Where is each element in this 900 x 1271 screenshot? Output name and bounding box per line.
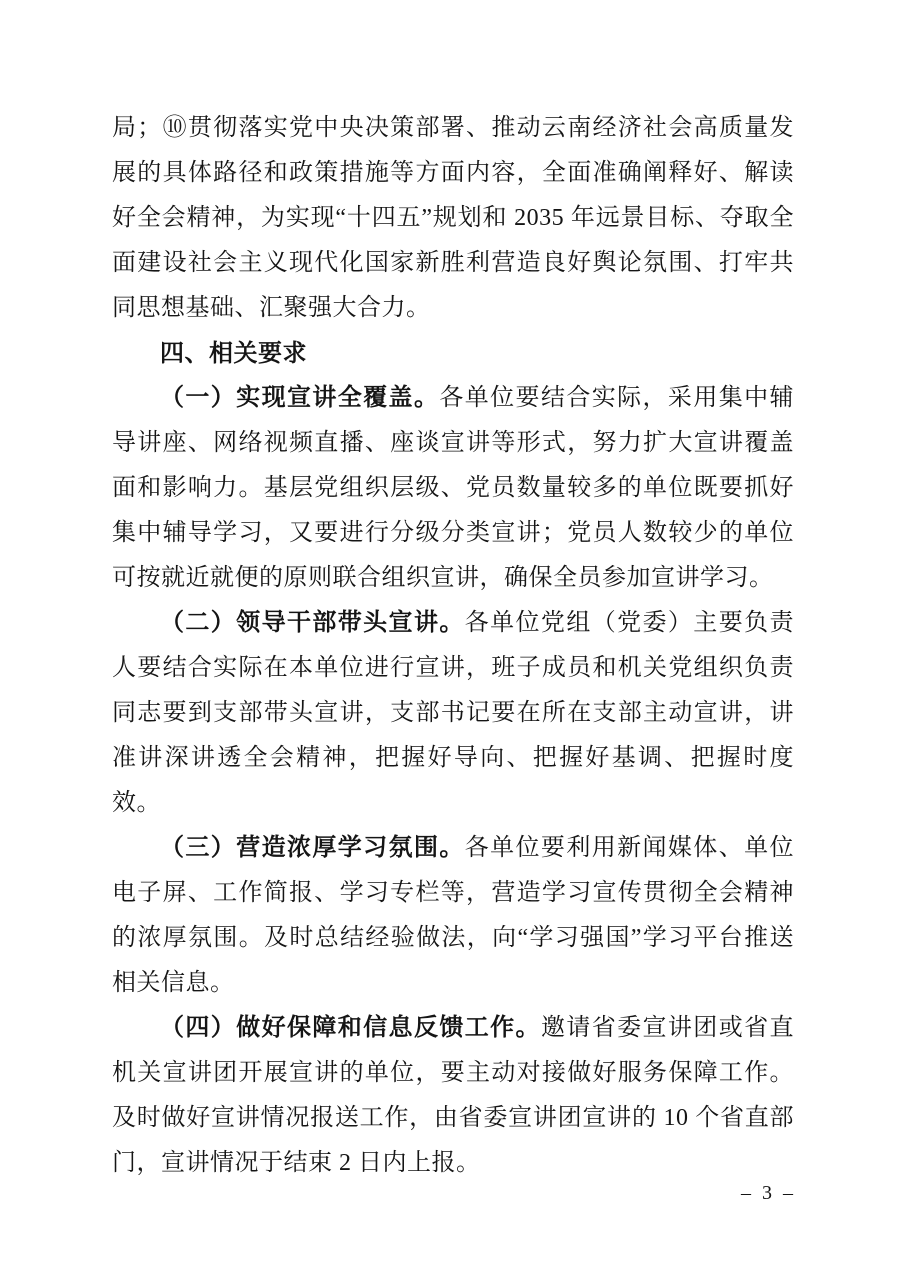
paragraph-text: 邀请省委宣讲团或省直机关宣讲团开展宣讲的单位，要主动对接做好服务保障工作。及时做好宣讲情况报送工作，由省委宣讲团宣讲的 10 个省直部门，宣讲情况于结束 2 日内上报。 (112, 1015, 794, 1176)
paragraph-lead: （二）领导干部带头宣讲。 (160, 610, 465, 636)
paragraph-lead: （四）做好保障和信息反馈工作。 (160, 1015, 541, 1041)
page-number: – 3 – (741, 1182, 796, 1204)
paragraph-item-1 (112, 376, 794, 601)
section-heading: 四、相关要求 (160, 340, 307, 367)
paragraph-item-3 (112, 826, 794, 1006)
intro-paragraph: 局；⑩贯彻落实党中央决策部署、推动云南经济社会高质量发展的具体路径和政策措施等方面内容，全面准确阐释好、解读好全会精神，为实现“十四五”规划和 2035 年远景目标、夺取全面建设社会主义现代化国家新胜利营造良好舆论氛围、打牢共同思想基础、汇聚强大合力。 (112, 115, 794, 321)
paragraph-lead: （三）营造浓厚学习氛围。 (160, 835, 465, 861)
paragraph-lead: （一）实现宣讲全覆盖。 (160, 385, 440, 411)
document-body (112, 106, 794, 1186)
paragraph-text: 各单位要结合实际，采用集中辅导讲座、网络视频直播、座谈宣讲等形式，努力扩大宣讲覆盖面和影响力。基层党组织层级、党员数量较多的单位既要抓好集中辅导学习，又要进行分级分类宣讲；党员人数较少的单位可按就近就便的原则联合组织宣讲，确保全员参加宣讲学习。 (112, 385, 795, 591)
paragraph-item-2 (112, 601, 794, 826)
paragraph-text: 各单位要利用新闻媒体、单位电子屏、工作简报、学习专栏等，营造学习宣传贯彻全会精神的浓厚氛围。及时总结经验做法，向“学习强国”学习平台推送相关信息。 (112, 835, 794, 996)
paragraph-text: 各单位党组（党委）主要负责人要结合实际在本单位进行宣讲，班子成员和机关党组织负责同志要到支部带头宣讲，支部书记要在所在支部主动宣讲，讲准讲深讲透全会精神，把握好导向、把握好基调、把握时度效。 (112, 610, 794, 816)
paragraph-item-4 (112, 1006, 794, 1186)
